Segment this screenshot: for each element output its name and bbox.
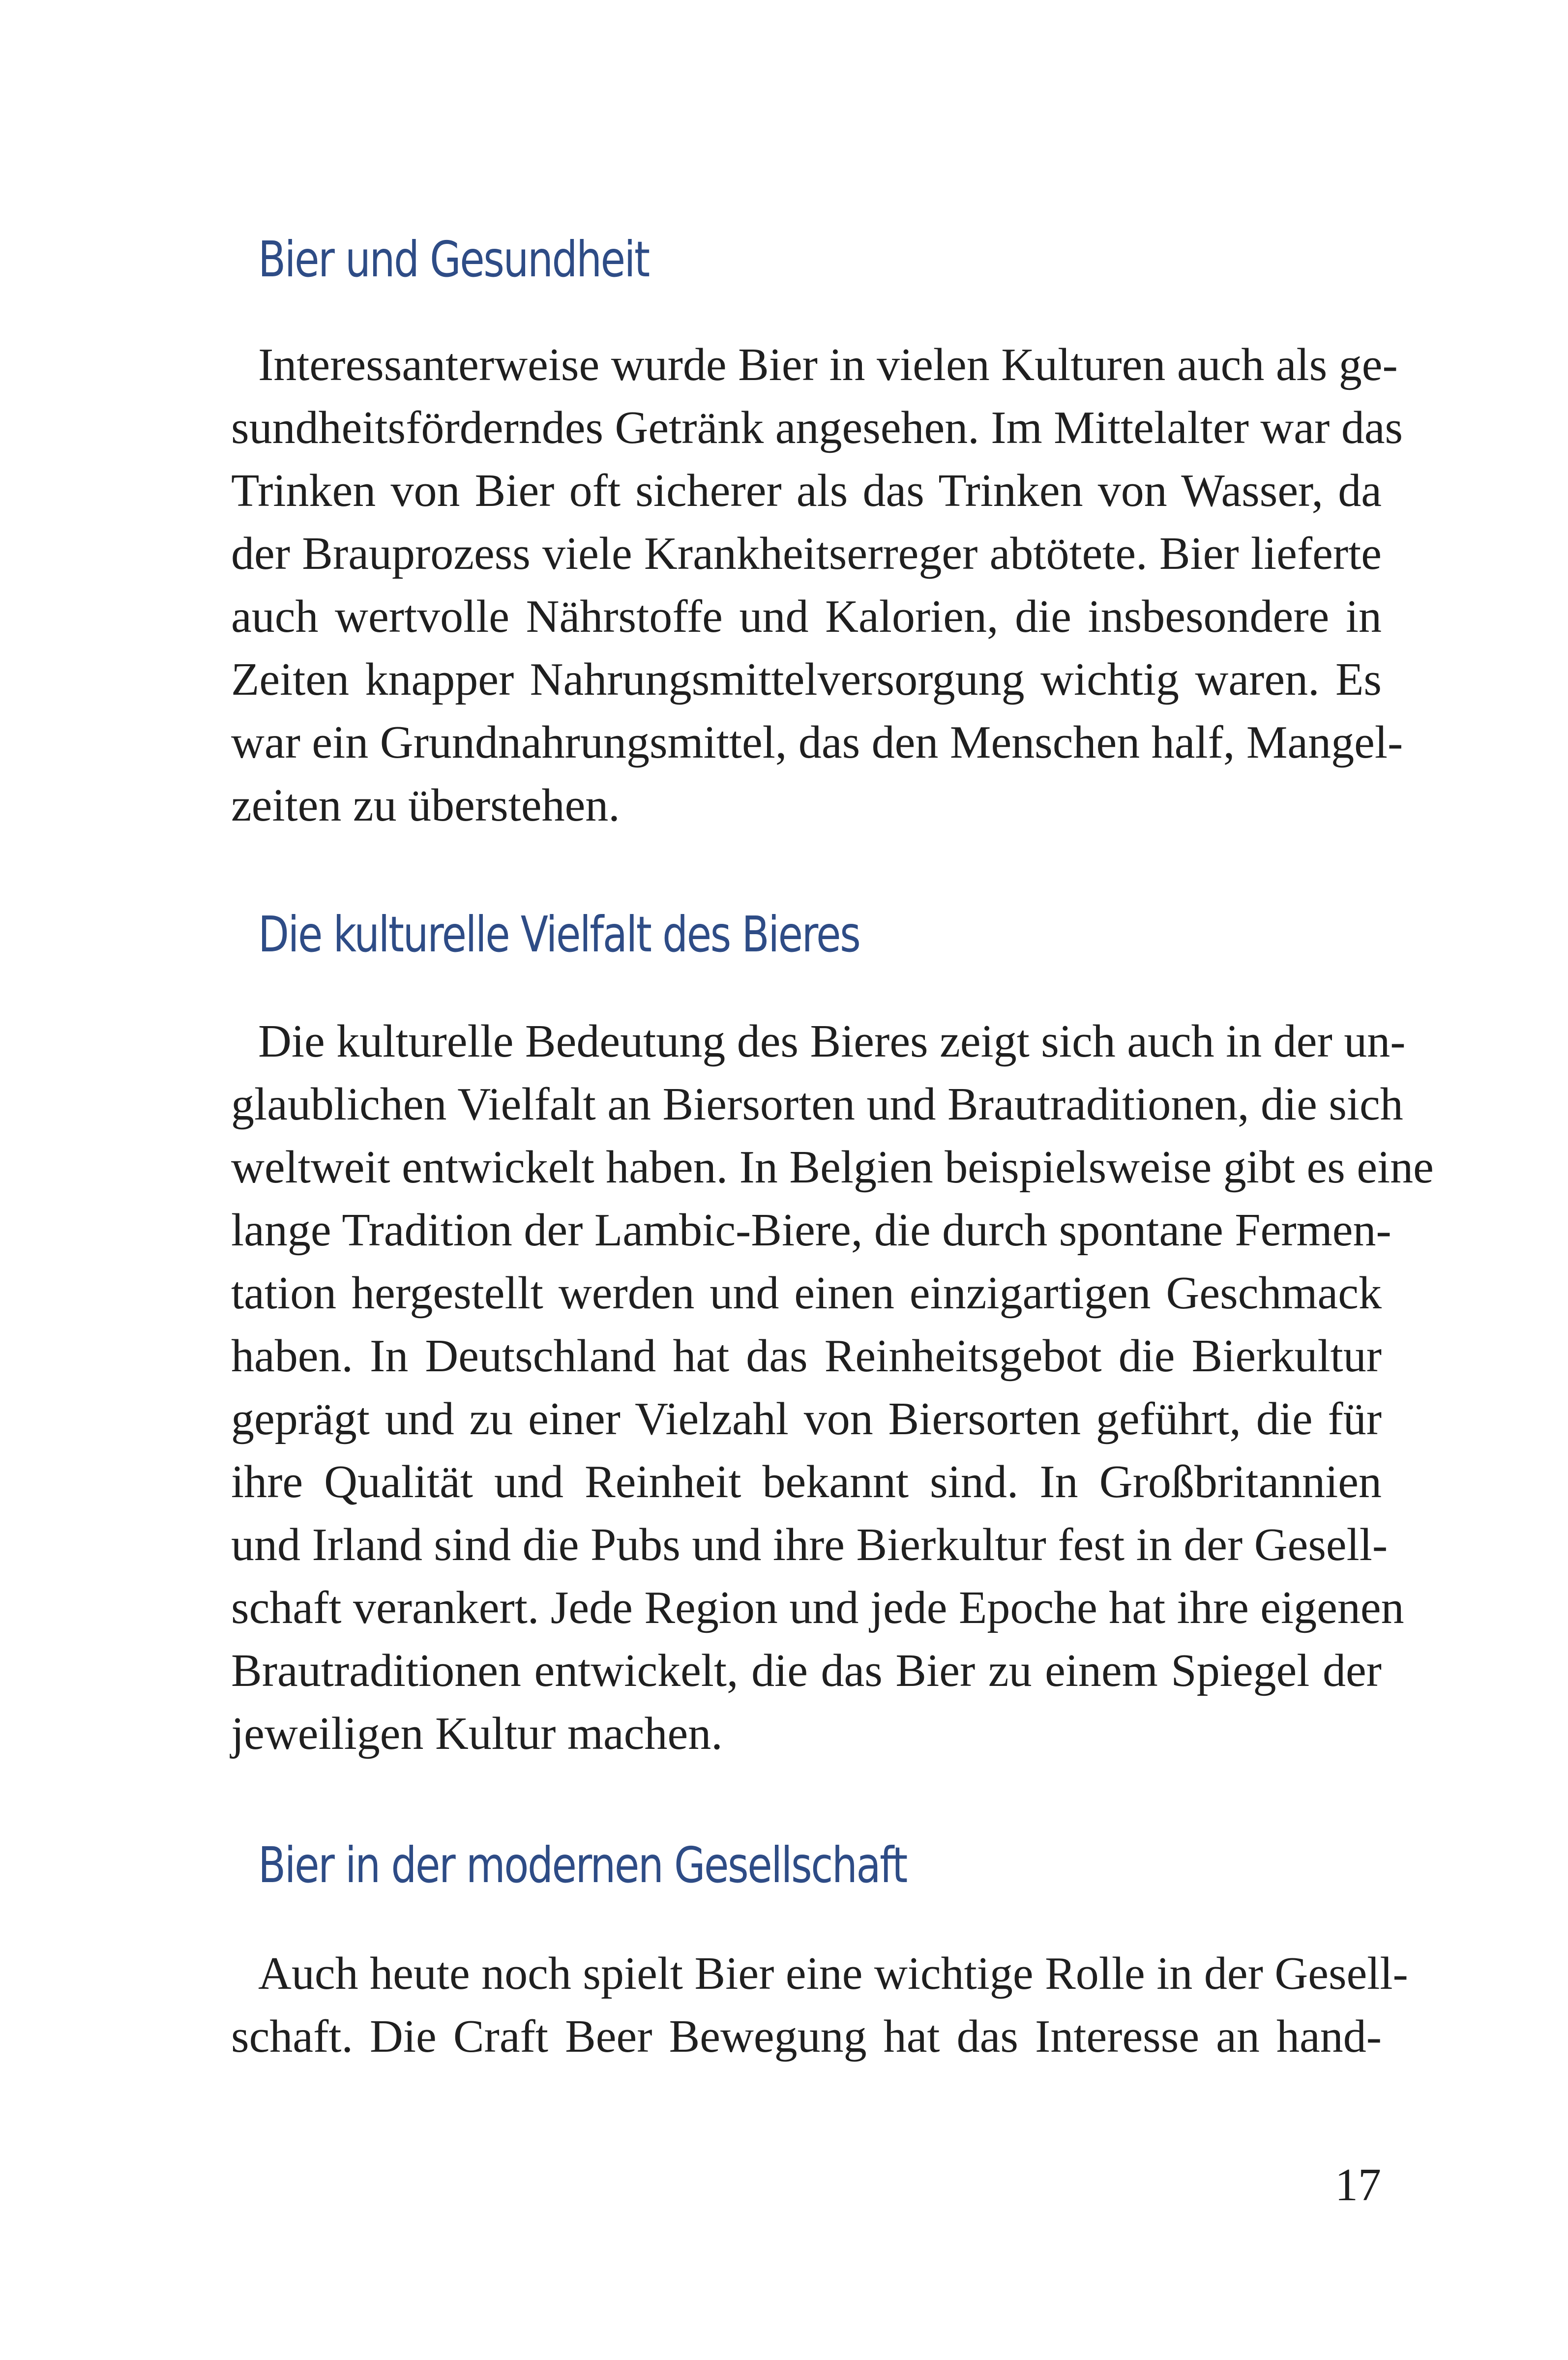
paragraph-health	[231, 333, 1403, 837]
section-heading-cultural-diversity: Die kulturelle Vielfalt des Bieres	[258, 906, 860, 963]
paragraph-line: schaft. Die Craft Beer Bewegung hat das Interesse an hand-	[231, 2011, 1382, 2062]
paragraph-line: schaft verankert. Jede Region und jede Epoche hat ihre eigenen	[231, 1582, 1404, 1633]
paragraph-line: geprägt und zu einer Vielzahl von Biersorten geführt, die für	[231, 1393, 1382, 1445]
paragraph-line: auch wertvolle Nährstoffe und Kalorien, die insbesondere in	[231, 591, 1382, 642]
paragraph-cultural-diversity	[231, 1010, 1434, 1765]
paragraph-line: ihre Qualität und Reinheit bekannt sind. In Großbritannien	[231, 1456, 1382, 1507]
paragraph-line: Brautraditionen entwickelt, die das Bier zu einem Spiegel der	[231, 1645, 1382, 1696]
paragraph-line: tation hergestellt werden und einen einzigartigen Geschmack	[231, 1268, 1382, 1319]
paragraph-line: glaublichen Vielfalt an Biersorten und Brautraditionen, die sich	[231, 1079, 1403, 1130]
paragraph-line: der Brauprozess viele Krankheitserreger abtötete. Bier lieferte	[231, 528, 1382, 579]
paragraph-line: Interessanterweise wurde Bier in vielen Kulturen auch als ge-	[258, 339, 1398, 390]
section-heading-modern-society: Bier in der modernen Gesellschaft	[258, 1836, 907, 1894]
paragraph-line: haben. In Deutschland hat das Reinheitsgebot die Bierkultur	[231, 1330, 1382, 1382]
paragraph-line: sundheitsförderndes Getränk angesehen. Im Mittelalter war das	[231, 402, 1403, 453]
paragraph-line: zeiten zu überstehen.	[231, 780, 620, 831]
page-number: 17	[1335, 2159, 1381, 2211]
paragraph-line: Trinken von Bier oft sicherer als das Trinken von Wasser, da	[231, 465, 1382, 516]
paragraph-modern-society	[231, 1942, 1408, 2068]
paragraph-line: weltweit entwickelt haben. In Belgien beispielsweise gibt es eine	[231, 1142, 1434, 1193]
paragraph-line: Zeiten knapper Nahrungsmittelversorgung wichtig waren. Es	[231, 654, 1382, 705]
section-heading-health: Bier und Gesundheit	[258, 231, 649, 288]
paragraph-line: und Irland sind die Pubs und ihre Bierkultur fest in der Gesell-	[231, 1519, 1388, 1570]
paragraph-line: war ein Grundnahrungsmittel, das den Menschen half, Mangel-	[231, 717, 1403, 768]
paragraph-line: jeweiligen Kultur machen.	[231, 1708, 723, 1759]
paragraph-line: Auch heute noch spielt Bier eine wichtige Rolle in der Gesell-	[258, 1948, 1408, 1999]
paragraph-line: lange Tradition der Lambic-Biere, die durch spontane Fermen-	[231, 1205, 1391, 1256]
paragraph-line: Die kulturelle Bedeutung des Bieres zeigt sich auch in der un-	[258, 1016, 1406, 1067]
